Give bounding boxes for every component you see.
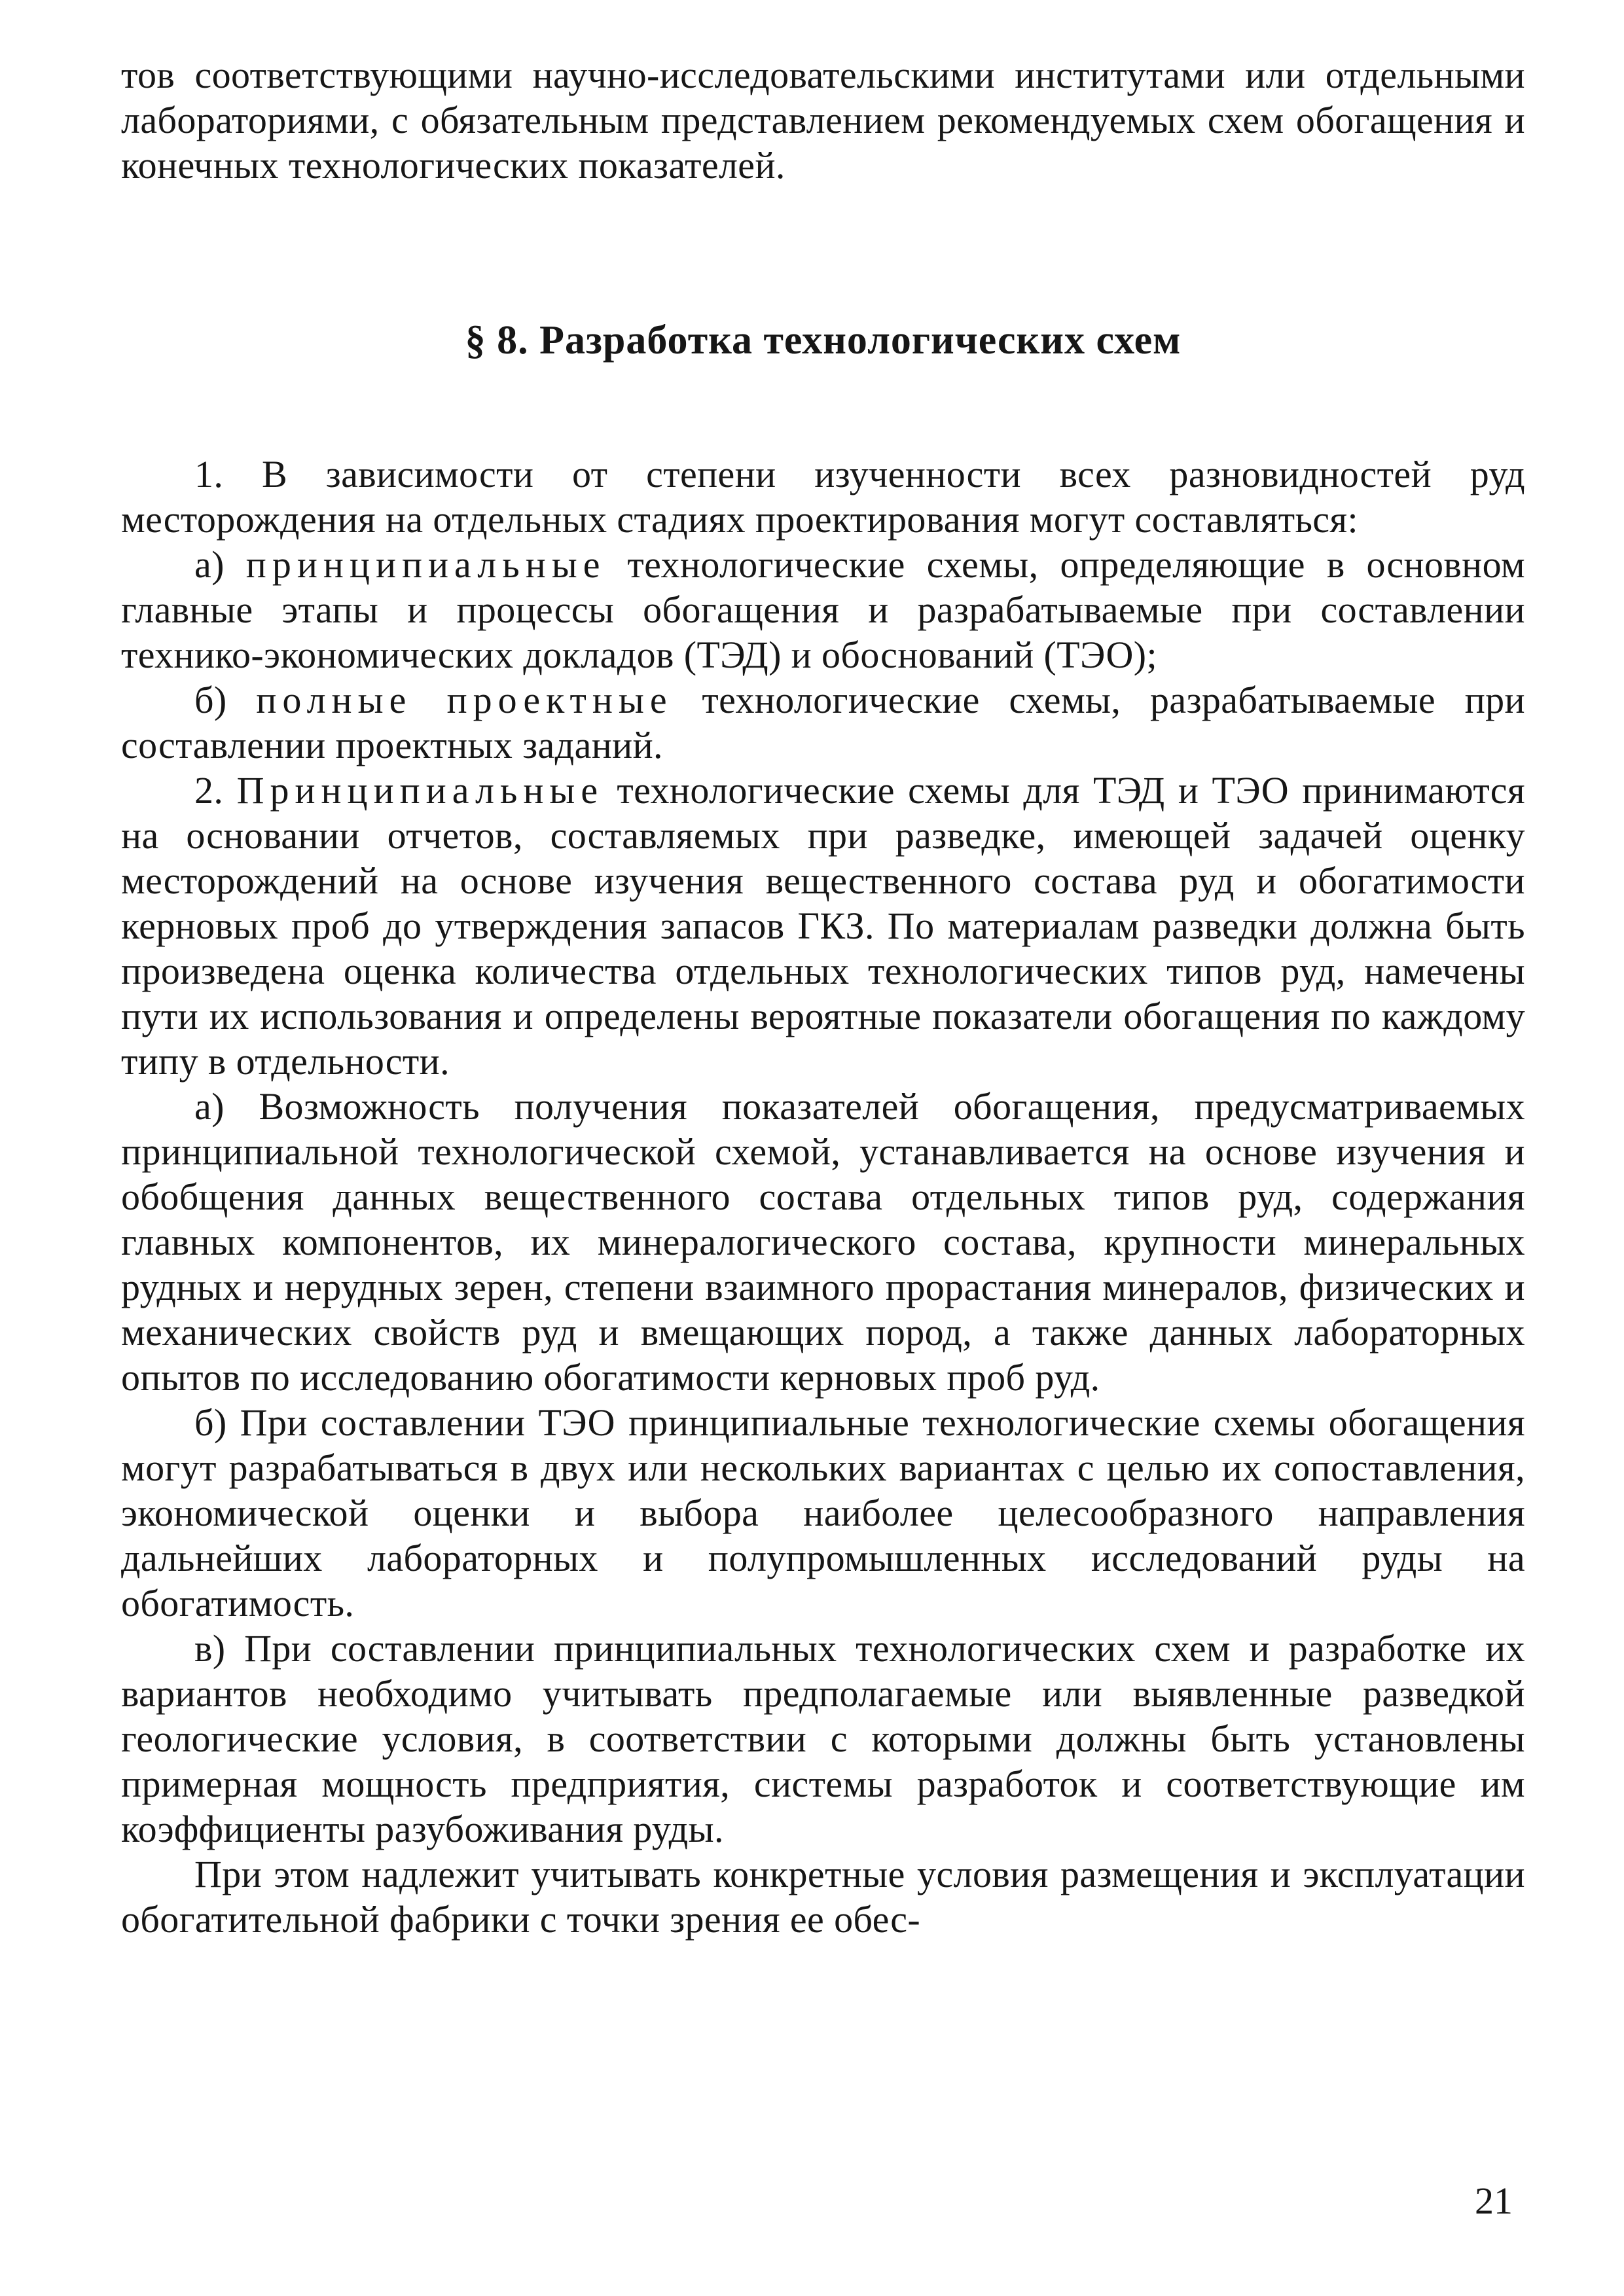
- paragraph-2-term: Принципиальные: [236, 769, 604, 812]
- page-number: 21: [1475, 2179, 1513, 2222]
- section-body: [121, 452, 1525, 1942]
- paragraph-2a: а) Возможность получения показателей обогащения, предусматриваемых принципиальной технологической схемой, устанавливается на основе изучения и обобщения данных вещественного состава отдельных типов руд, содержания главных компонентов, их минералогического состава, крупности минеральных рудных и нерудных зерен, степени взаимного прорастания минералов, физических и механических свойств руд и вмещающих пород, а также данных лабораторных опытов по исследованию обогатимости керновых проб руд.: [121, 1085, 1525, 1399]
- paragraph-1b-term: полные проектные: [256, 679, 673, 721]
- intro-paragraph-block: [121, 52, 1525, 188]
- paragraph-1a-prefix: а): [194, 543, 246, 586]
- paragraph-2-text: технологические схемы для ТЭД и ТЭО принимаются на основании отчетов, составляемых при разведке, имеющей задачей оценку месторождений на основе изучения вещественного состава руд и обогатимости керновых проб до утверждения запасов ГКЗ. По материалам разведки должна быть произведена оценка количества отдельных технологических типов руд, намечены пути их использования и определены вероятные показатели обогащения по каждому типу в отдельности.: [121, 769, 1525, 1083]
- paragraph-1b-text: технологические схемы, разрабатываемые при составлении проектных заданий.: [121, 679, 1525, 766]
- paragraph-2b: б) При составлении ТЭО принципиальные технологические схемы обогащения могут разрабатываться в двух или нескольких вариантах с целью их сопоставления, экономической оценки и выбора наиболее целесообразного направления дальнейших лабораторных и полупромышленных исследований руды на обогатимость.: [121, 1401, 1525, 1624]
- paragraph-1: 1. В зависимости от степени изученности всех разновидностей руд месторождения на отдельных стадиях проектирования могут составляться:: [121, 453, 1525, 541]
- paragraph-1a-text: технологические схемы, определяющие в основном главные этапы и процессы обогащения и разрабатываемые при составлении технико-экономических докладов (ТЭД) и обоснований (ТЭО);: [121, 543, 1526, 676]
- section-heading: § 8. Разработка технологических схем: [465, 318, 1182, 363]
- paragraph-2-prefix: 2.: [194, 769, 237, 812]
- paragraph-1a: [121, 542, 1525, 677]
- paragraph-3: При этом надлежит учитывать конкретные условия размещения и эксплуатации обогатительной фабрики с точки зрения ее обес-: [121, 1853, 1525, 1941]
- paragraph-1a-term: принципиальные: [245, 543, 606, 586]
- paragraph-2c: в) При составлении принципиальных технологических схем и разработке их вариантов необходимо учитывать предполагаемые или выявленные разведкой геологические условия, в соответствии с которыми должны быть установлены примерная мощность предприятия, системы разработок и соответствующие им коэффициенты разубоживания руды.: [121, 1627, 1525, 1850]
- paragraph-1b: [121, 677, 1525, 768]
- intro-paragraph: тов соответствующими научно-исследовательскими институтами или отдельными лабораториями, с обязательным представлением рекомендуемых схем обогащения и конечных технологических показателей.: [121, 54, 1525, 187]
- paragraph-2: [121, 768, 1525, 1084]
- paragraph-1b-prefix: б): [194, 679, 257, 721]
